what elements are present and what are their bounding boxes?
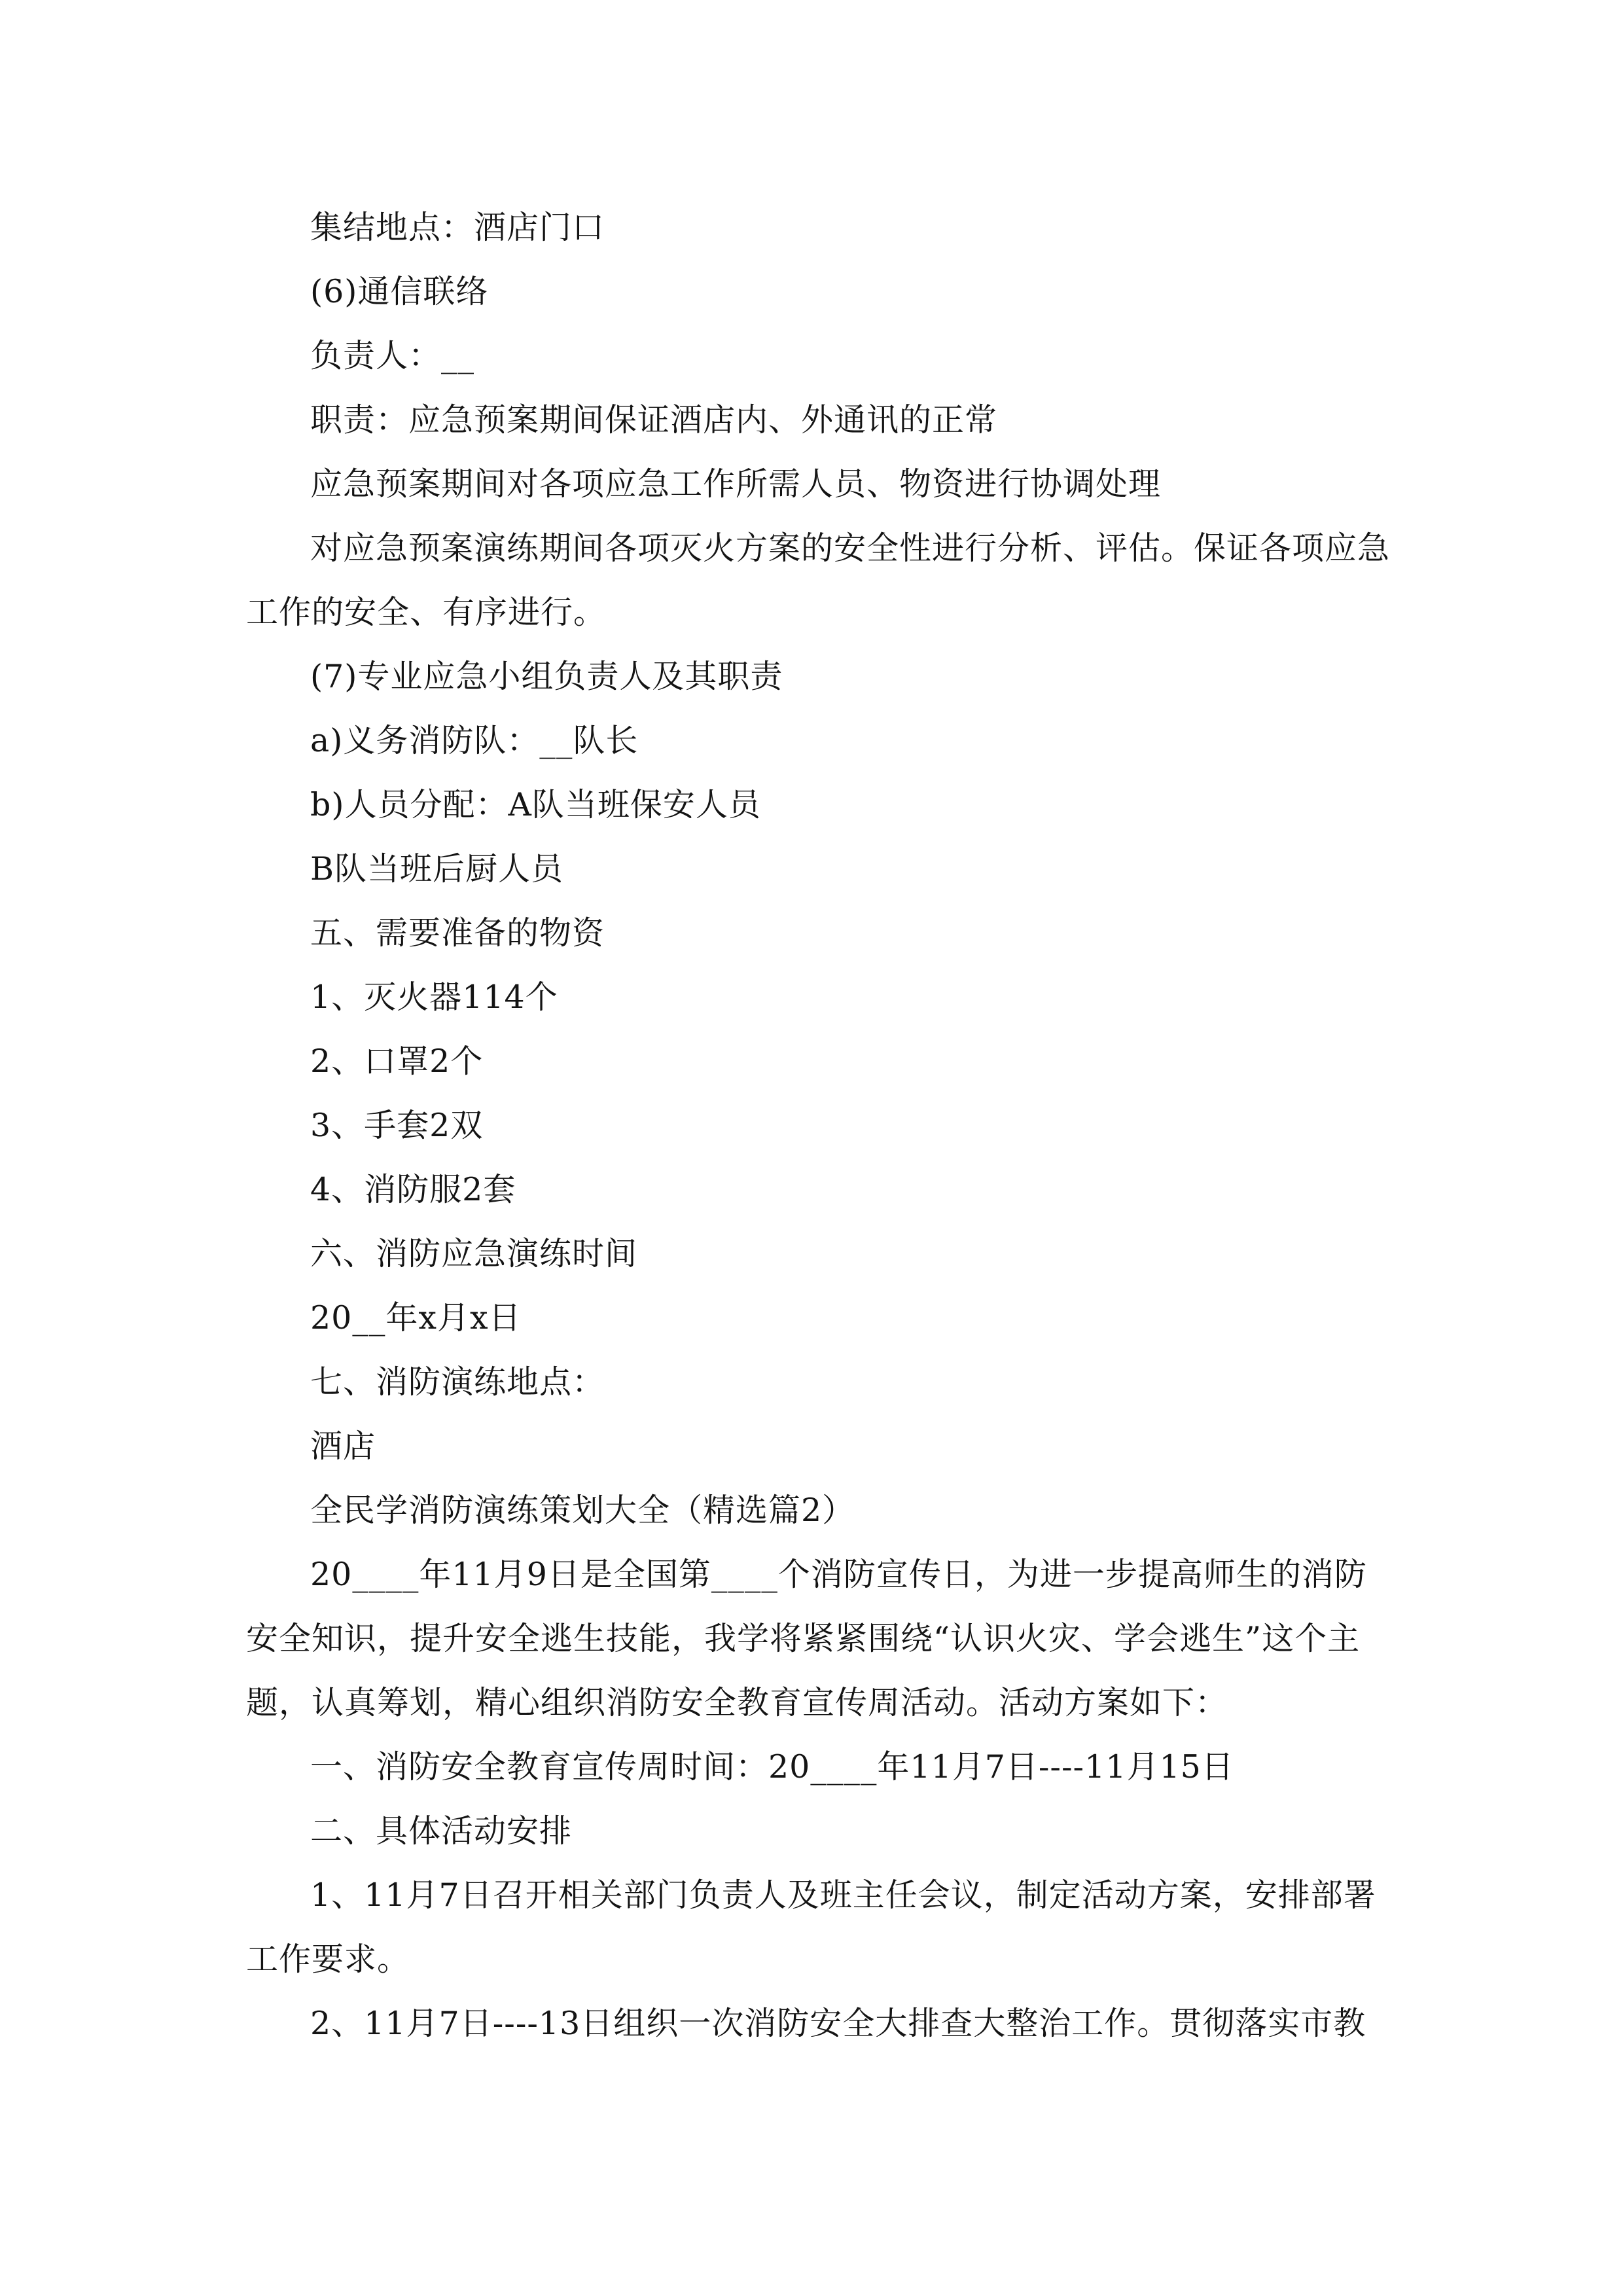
text-line: 应急预案期间对各项应急工作所需人员、物资进行协调处理 xyxy=(310,465,1162,503)
list-item: 2、11月7日----13日组织一次消防安全大排查大整治工作。贯彻落实市教 xyxy=(310,2005,1366,2042)
section-heading: 六、消防应急演练时间 xyxy=(310,1235,638,1272)
text-line: a)义务消防队：__队长 xyxy=(310,722,639,759)
text-line: B队当班后厨人员 xyxy=(310,850,564,888)
article-title: 全民学消防演练策划大全（精选篇2） xyxy=(310,1492,855,1529)
text-line: 集结地点：酒店门口 xyxy=(310,209,605,246)
section-heading: 一、消防安全教育宣传周时间：20____年11月7日----11月15日 xyxy=(310,1748,1234,1785)
list-item: 1、灭火器114个 xyxy=(310,978,558,1016)
list-item: 4、消防服2套 xyxy=(310,1171,516,1208)
text-line: 题，认真筹划，精心组织消防安全教育宣传周活动。活动方案如下： xyxy=(246,1684,1228,1721)
section-heading: 五、需要准备的物资 xyxy=(310,914,605,952)
text-line: 酒店 xyxy=(310,1427,376,1465)
text-line: (6)通信联络 xyxy=(310,273,489,310)
section-heading: 七、消防演练地点： xyxy=(310,1363,605,1401)
text-line: 职责：应急预案期间保证酒店内、外通讯的正常 xyxy=(310,401,998,439)
text-line: 负责人：__ xyxy=(310,337,475,374)
text-line: 对应急预案演练期间各项灭火方案的安全性进行分析、评估。保证各项应急 xyxy=(310,529,1391,567)
text-line: (7)专业应急小组负责人及其职责 xyxy=(310,658,783,695)
text-line: 20____年11月9日是全国第____个消防宣传日，为进一步提高师生的消防 xyxy=(310,1556,1367,1593)
text-line: 工作的安全、有序进行。 xyxy=(246,594,607,631)
text-line: b)人员分配：A队当班保安人员 xyxy=(310,786,761,823)
list-item: 2、口罩2个 xyxy=(310,1043,484,1080)
text-line: 工作要求。 xyxy=(246,1941,410,1978)
list-item: 3、手套2双 xyxy=(310,1107,484,1144)
list-item: 1、11月7日召开相关部门负责人及班主任会议，制定活动方案，安排部署 xyxy=(310,1876,1376,1914)
text-line: 20__年x月x日 xyxy=(310,1299,522,1336)
text-line: 安全知识，提升安全逃生技能，我学将紧紧围绕“认识火灾、学会逃生”这个主 xyxy=(246,1620,1361,1657)
section-heading: 二、具体活动安排 xyxy=(310,1812,573,1850)
